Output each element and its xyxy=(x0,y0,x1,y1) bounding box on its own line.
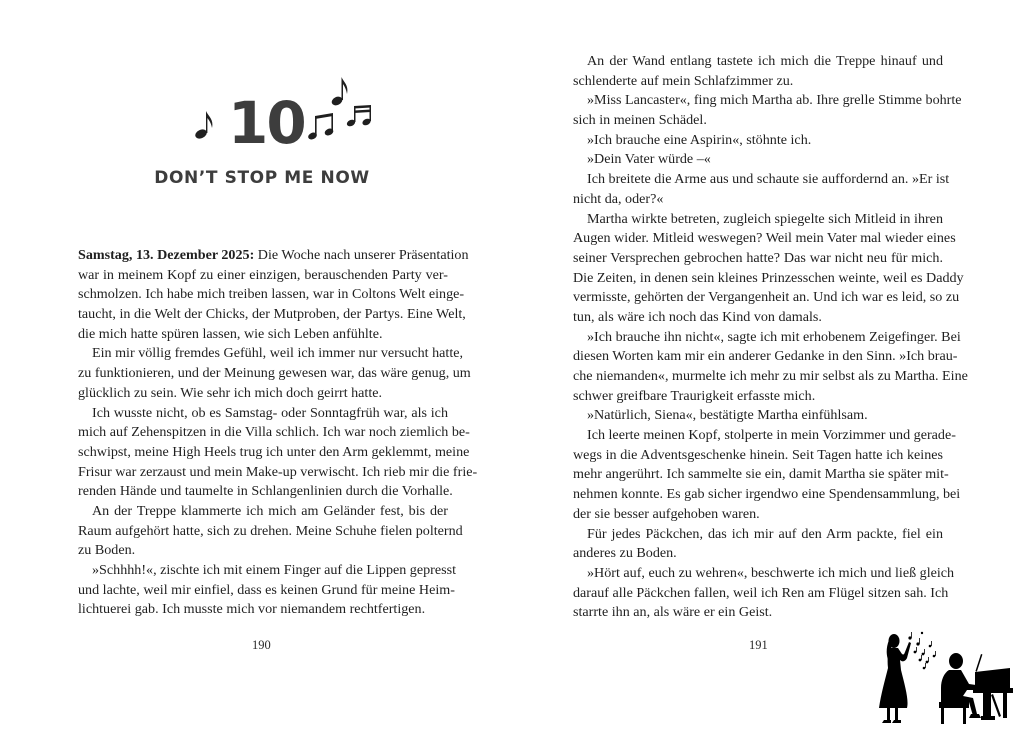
text-line: An der Treppe klammerte ich mich am Geländer fest, bis der xyxy=(92,502,448,519)
text-line: mehr angerührt. Ich sammelte sie ein, damit Martha sie später mit- xyxy=(573,466,949,483)
right-page xyxy=(510,0,1020,739)
eighth-note-icon xyxy=(194,108,216,140)
text-line: zu funktionieren, und der Meinung gewesen war, das wäre genug, um xyxy=(78,365,471,382)
text-line: »Ich brauche eine Aspirin«, stöhnte ich. xyxy=(587,131,812,148)
text-line: die mich hatte spüren lassen, wie sich Leben anfühlte. xyxy=(78,325,383,342)
text-line: tun, als wäre ich noch das Kind von damals. xyxy=(573,308,822,325)
text-line: Augen wider. Mitleid weswegen? Weil mein Vater mal wieder eines xyxy=(573,230,956,247)
text-line: che niemanden«, murmelte ich mehr zu mir selbst als zu Martha. Eine xyxy=(573,368,968,384)
text-line: »Hört auf, euch zu wehren«, beschwerte ich mich und ließ gleich xyxy=(587,564,955,581)
text-line: taucht, in die Welt der Chicks, der Mutproben, der Partys. Eine Welt, xyxy=(78,306,466,323)
text-line: schwer greifbare Traurigkeit erfasste mich. xyxy=(573,387,816,404)
text-line: »Dein Vater würde –« xyxy=(587,151,711,168)
text-line: nicht da, oder?« xyxy=(573,190,664,207)
eighth-note-icon xyxy=(331,75,351,107)
text-line: Ich breitete die Arme aus und schaute sie auffordernd an. »Er ist xyxy=(587,171,950,188)
singer-and-pianist-silhouette-icon xyxy=(865,628,1015,728)
left-page-body xyxy=(78,246,478,620)
text-line: Frisur war zerzaust und mein Make-up verwischt. Ich rieb mir die frie- xyxy=(78,463,478,480)
text-line: »Schhhh!«, zischte ich mit einem Finger auf die Lippen gepresst xyxy=(92,562,456,578)
text-line: darauf alle Päckchen fallen, weil ich Ren am Flügel sitzen sah. Ich xyxy=(573,584,949,601)
chapter-title: DON’T STOP ME NOW xyxy=(154,168,370,188)
text-line: Für jedes Päckchen, das ich mir auf den Arm packte, fiel ein xyxy=(587,525,943,542)
text-line: nehmen konnte. Es gab sicher irgendwo eine Spendensammlung, bei xyxy=(573,486,961,503)
text-line: anderes zu Boden. xyxy=(573,545,677,562)
text-line: Samstag, 13. Dezember 2025: Die Woche nach unserer Präsentation xyxy=(78,247,469,263)
text-line: Ich leerte meinen Kopf, stolperte in mein Vorzimmer und gerade- xyxy=(587,427,956,444)
date-heading: Samstag, 13. Dezember 2025: xyxy=(78,247,255,263)
text-line: Raum aufgehört hatte, sich zu drehen. Meine Schuhe fielen polternd xyxy=(78,522,463,539)
text-line: sich in meinen Schädel. xyxy=(573,112,707,129)
beamed-sixteenth-notes-icon xyxy=(346,104,372,128)
text-line: »Miss Lancaster«, fing mich Martha ab. Ihre grelle Stimme bohrte xyxy=(587,92,962,109)
text-line: diesen Worten kam mir ein anderer Gedanke in den Sinn. »Ich brau- xyxy=(573,348,958,365)
right-page-body xyxy=(573,52,968,623)
text-line: Ich wusste nicht, ob es Samstag- oder Sonntagfrüh war, als ich xyxy=(92,404,448,421)
page-number: 190 xyxy=(252,638,271,652)
text-line: Ein mir völlig fremdes Gefühl, weil ich immer nur versucht hatte, xyxy=(92,345,464,362)
chapter-heading xyxy=(150,70,400,200)
text-line: vermisste, gehörten der Vergangenheit an. Und ich war es leid, so zu xyxy=(573,289,960,306)
text-line: lichtuerei gab. Ich musste mich vor niemandem rechtfertigen. xyxy=(78,601,426,618)
text-line: renden Hände und taumelte in Schlangenlinien durch die Vorhalle. xyxy=(78,483,453,500)
text-line: »Natürlich, Siena«, bestätigte Martha einfühlsam. xyxy=(587,407,868,424)
text-line: An der Wand entlang tastete ich mich die Treppe hinauf und xyxy=(587,53,943,69)
text-line: zu Boden. xyxy=(78,542,136,559)
text-line: Martha wirkte betreten, zugleich spiegelte sich Mitleid in ihren xyxy=(587,210,943,227)
text-line: und lachte, weil mir einfiel, dass es keinen Grund für meine Heim- xyxy=(78,581,455,598)
text-line: Die Zeiten, in denen sein kleines Prinzesschen weinte, weil es Daddy xyxy=(573,269,964,286)
text-line: »Ich brauche ihn nicht«, sagte ich mit erhobenem Zeigefinger. Bei xyxy=(587,328,961,345)
text-line: schwipst, meine High Heels trug ich unter den Arm geklemmt, meine xyxy=(78,443,470,460)
text-line: wegs in die Adventsgeschenke hinein. Seit Tagen hatte ich keines xyxy=(573,446,943,463)
text-line: der sie besser aufgehoben waren. xyxy=(573,505,760,522)
text-line: schlenderte auf mein Schlafzimmer zu. xyxy=(573,72,794,89)
beamed-eighth-notes-icon xyxy=(308,112,336,142)
chapter-number: 10 xyxy=(228,89,305,157)
text-line: glücklich zu sein. Wie sehr ich mich doch geirrt hatte. xyxy=(78,384,383,401)
text-line: mich auf Zehenspitzen in die Villa schlich. Ich war noch ziemlich be- xyxy=(78,424,470,441)
text-line: seiner Versprechen gebrochen hatte? Das war nicht neu für mich. xyxy=(573,249,943,266)
text-line: schmolzen. Ich habe mich treiben lassen, war in Coltons Welt einge- xyxy=(78,286,465,303)
text-line: war in meinem Kopf zu einer einzigen, berauschenden Party ver- xyxy=(78,266,448,283)
page-number: 191 xyxy=(749,638,768,652)
text-line: starrte ihn an, als wäre er ein Geist. xyxy=(573,604,773,621)
